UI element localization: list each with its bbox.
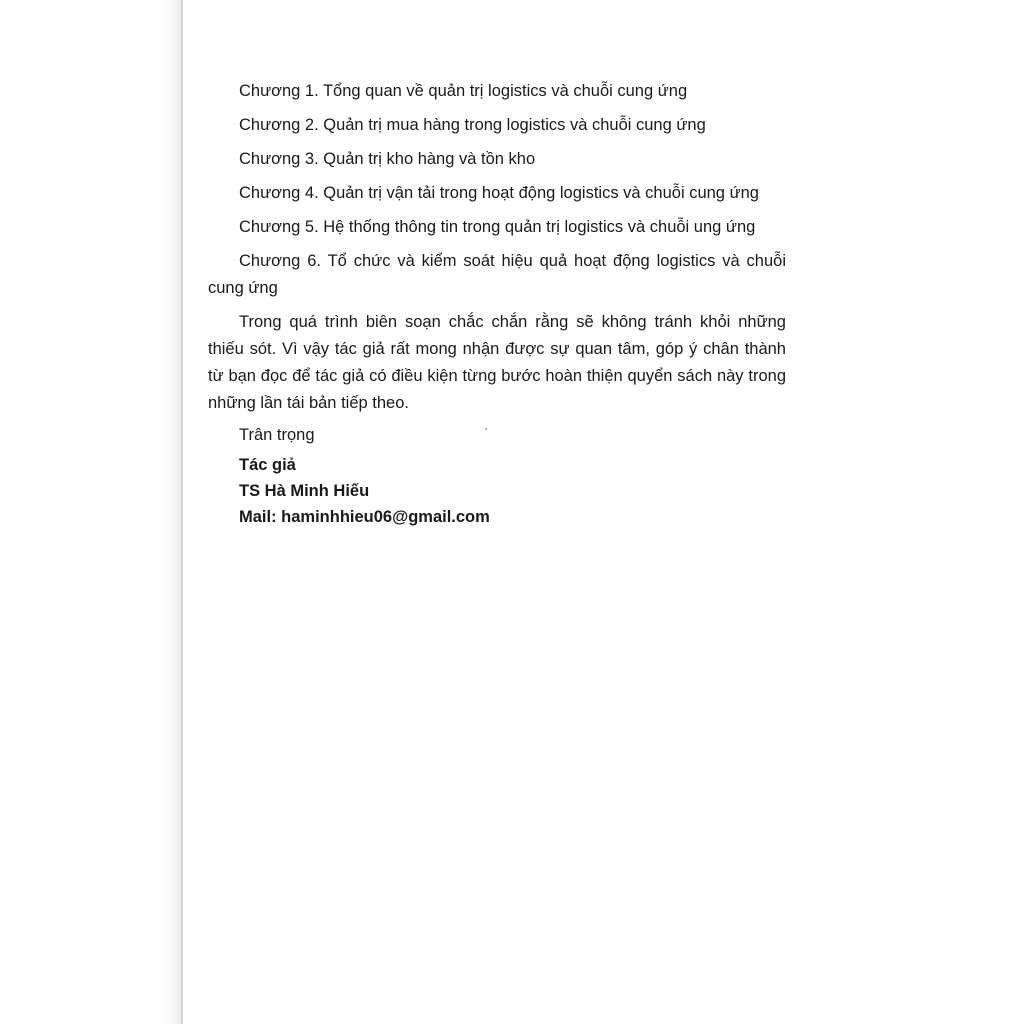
chapter-line: Chương 1. Tổng quan về quản trị logistics và chuỗi cung ứng — [239, 82, 688, 100]
closing-paragraph: Trong quá trình biên soạn chắc chắn rằng sẽ không tránh khỏi những thiếu sót. Vì vậy tác giả rất mong nhận được sự quan tâm, góp ý chân thành từ bạn đọc để tác giả có điều kiện từng bước hoàn thiện quyển sách này trong những lần tái bản tiếp theo. — [208, 313, 786, 412]
chapter-line: Chương 4. Quản trị vận tải trong hoạt động logistics và chuỗi cung ứng — [239, 184, 759, 202]
closing-greeting: Trân trọng — [239, 426, 315, 444]
author-role: Tác giả — [239, 456, 296, 474]
page-content — [208, 78, 786, 530]
author-name: TS Hà Minh Hiếu — [239, 482, 370, 500]
book-gutter — [0, 0, 182, 1024]
chapter-line: Chương 3. Quản trị kho hàng và tồn kho — [239, 150, 536, 168]
chapter-line: Chương 5. Hệ thống thông tin trong quản trị logistics và chuỗi ung ứng — [239, 218, 756, 236]
chapter-line: Chương 6. Tổ chức và kiểm soát hiệu quả hoạt động logistics và chuỗi cung ứng — [208, 252, 786, 297]
chapter-line: Chương 2. Quản trị mua hàng trong logistics và chuỗi cung ứng — [239, 116, 706, 134]
author-email: Mail: haminhhieu06@gmail.com — [239, 508, 490, 526]
